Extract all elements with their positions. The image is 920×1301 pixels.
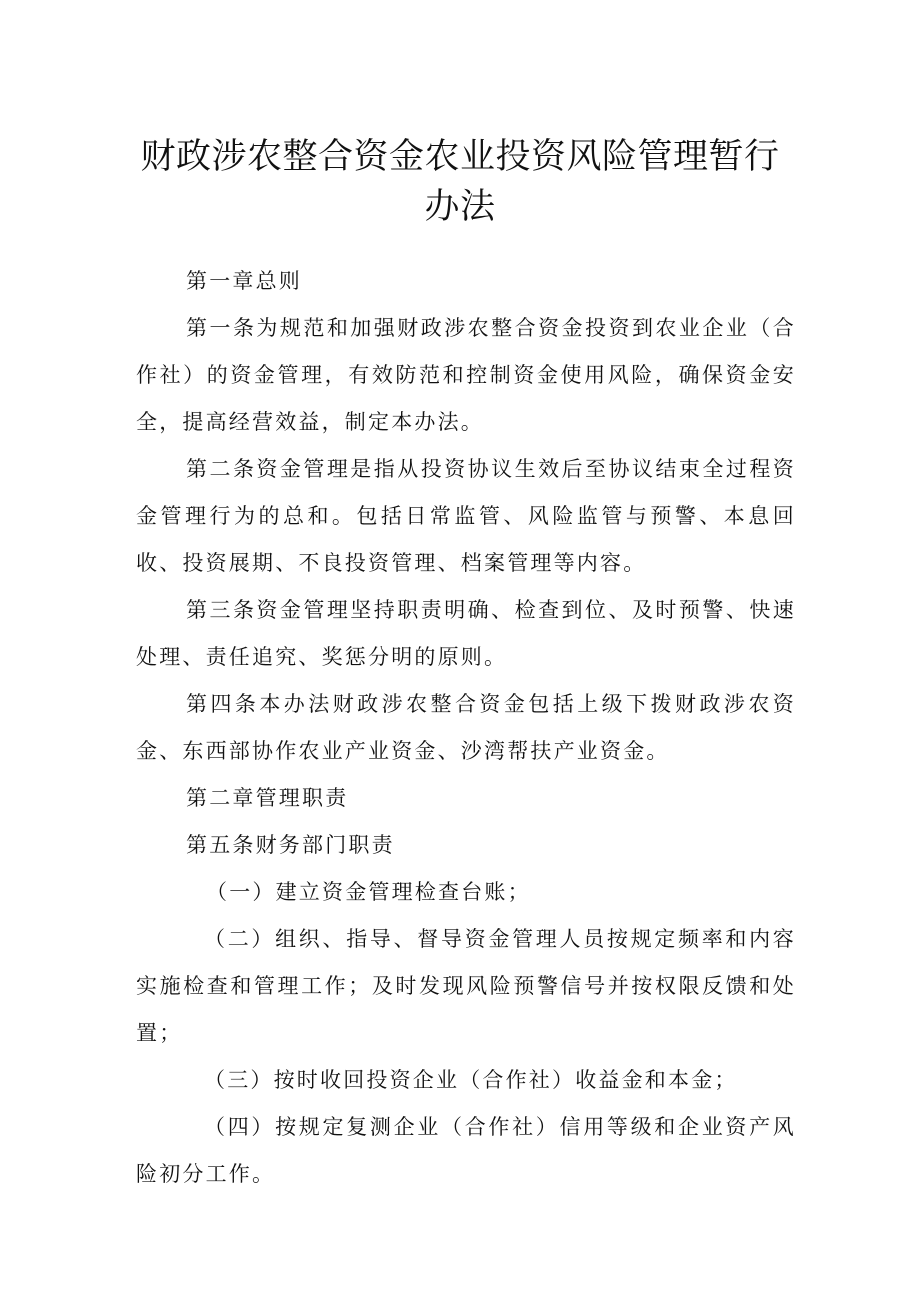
article-4: 第四条本办法财政涉农整合资金包括上级下拨财政涉农资金、东西部协作农业产业资金、沙湾帮扶产业资金。 [136,692,796,763]
article-5-item-4: （四）按规定复测企业（合作社）信用等级和企业资产风险初分工作。 [136,1115,796,1186]
article-5-item-3: （三）按时收回投资企业（合作社）收益金和本金； [204,1068,738,1092]
article-1: 第一条为规范和加强财政涉农整合资金投资到农业企业（合作社）的资金管理，有效防范和控制资金使用风险，确保资金安全，提高经营效益，制定本办法。 [136,316,796,434]
chapter-1-heading: 第一章总则 [186,269,302,293]
article-5: 第五条财务部门职责 [186,833,395,857]
title-line-2: 办法 [424,187,496,227]
article-2: 第二条资金管理是指从投资协议生效后至协议结束全过程资金管理行为的总和。包括日常监管、风险监管与预警、本息回收、投资展期、不良投资管理、档案管理等内容。 [136,457,796,575]
title-line-1: 财政涉农整合资金农业投资风险管理暂行 [140,137,780,177]
article-5-item-2: （二）组织、指导、督导资金管理人员按规定频率和内容实施检查和管理工作；及时发现风险预警信号并按权限反馈和处置； [136,927,796,1045]
document-title [120,132,800,232]
document-body [136,258,796,1198]
chapter-2-heading: 第二章管理职责 [186,786,349,810]
article-5-item-1: （一）建立资金管理检查台账； [206,880,531,904]
article-3: 第三条资金管理坚持职责明确、检查到位、及时预警、快速处理、责任追究、奖惩分明的原则。 [136,598,796,669]
